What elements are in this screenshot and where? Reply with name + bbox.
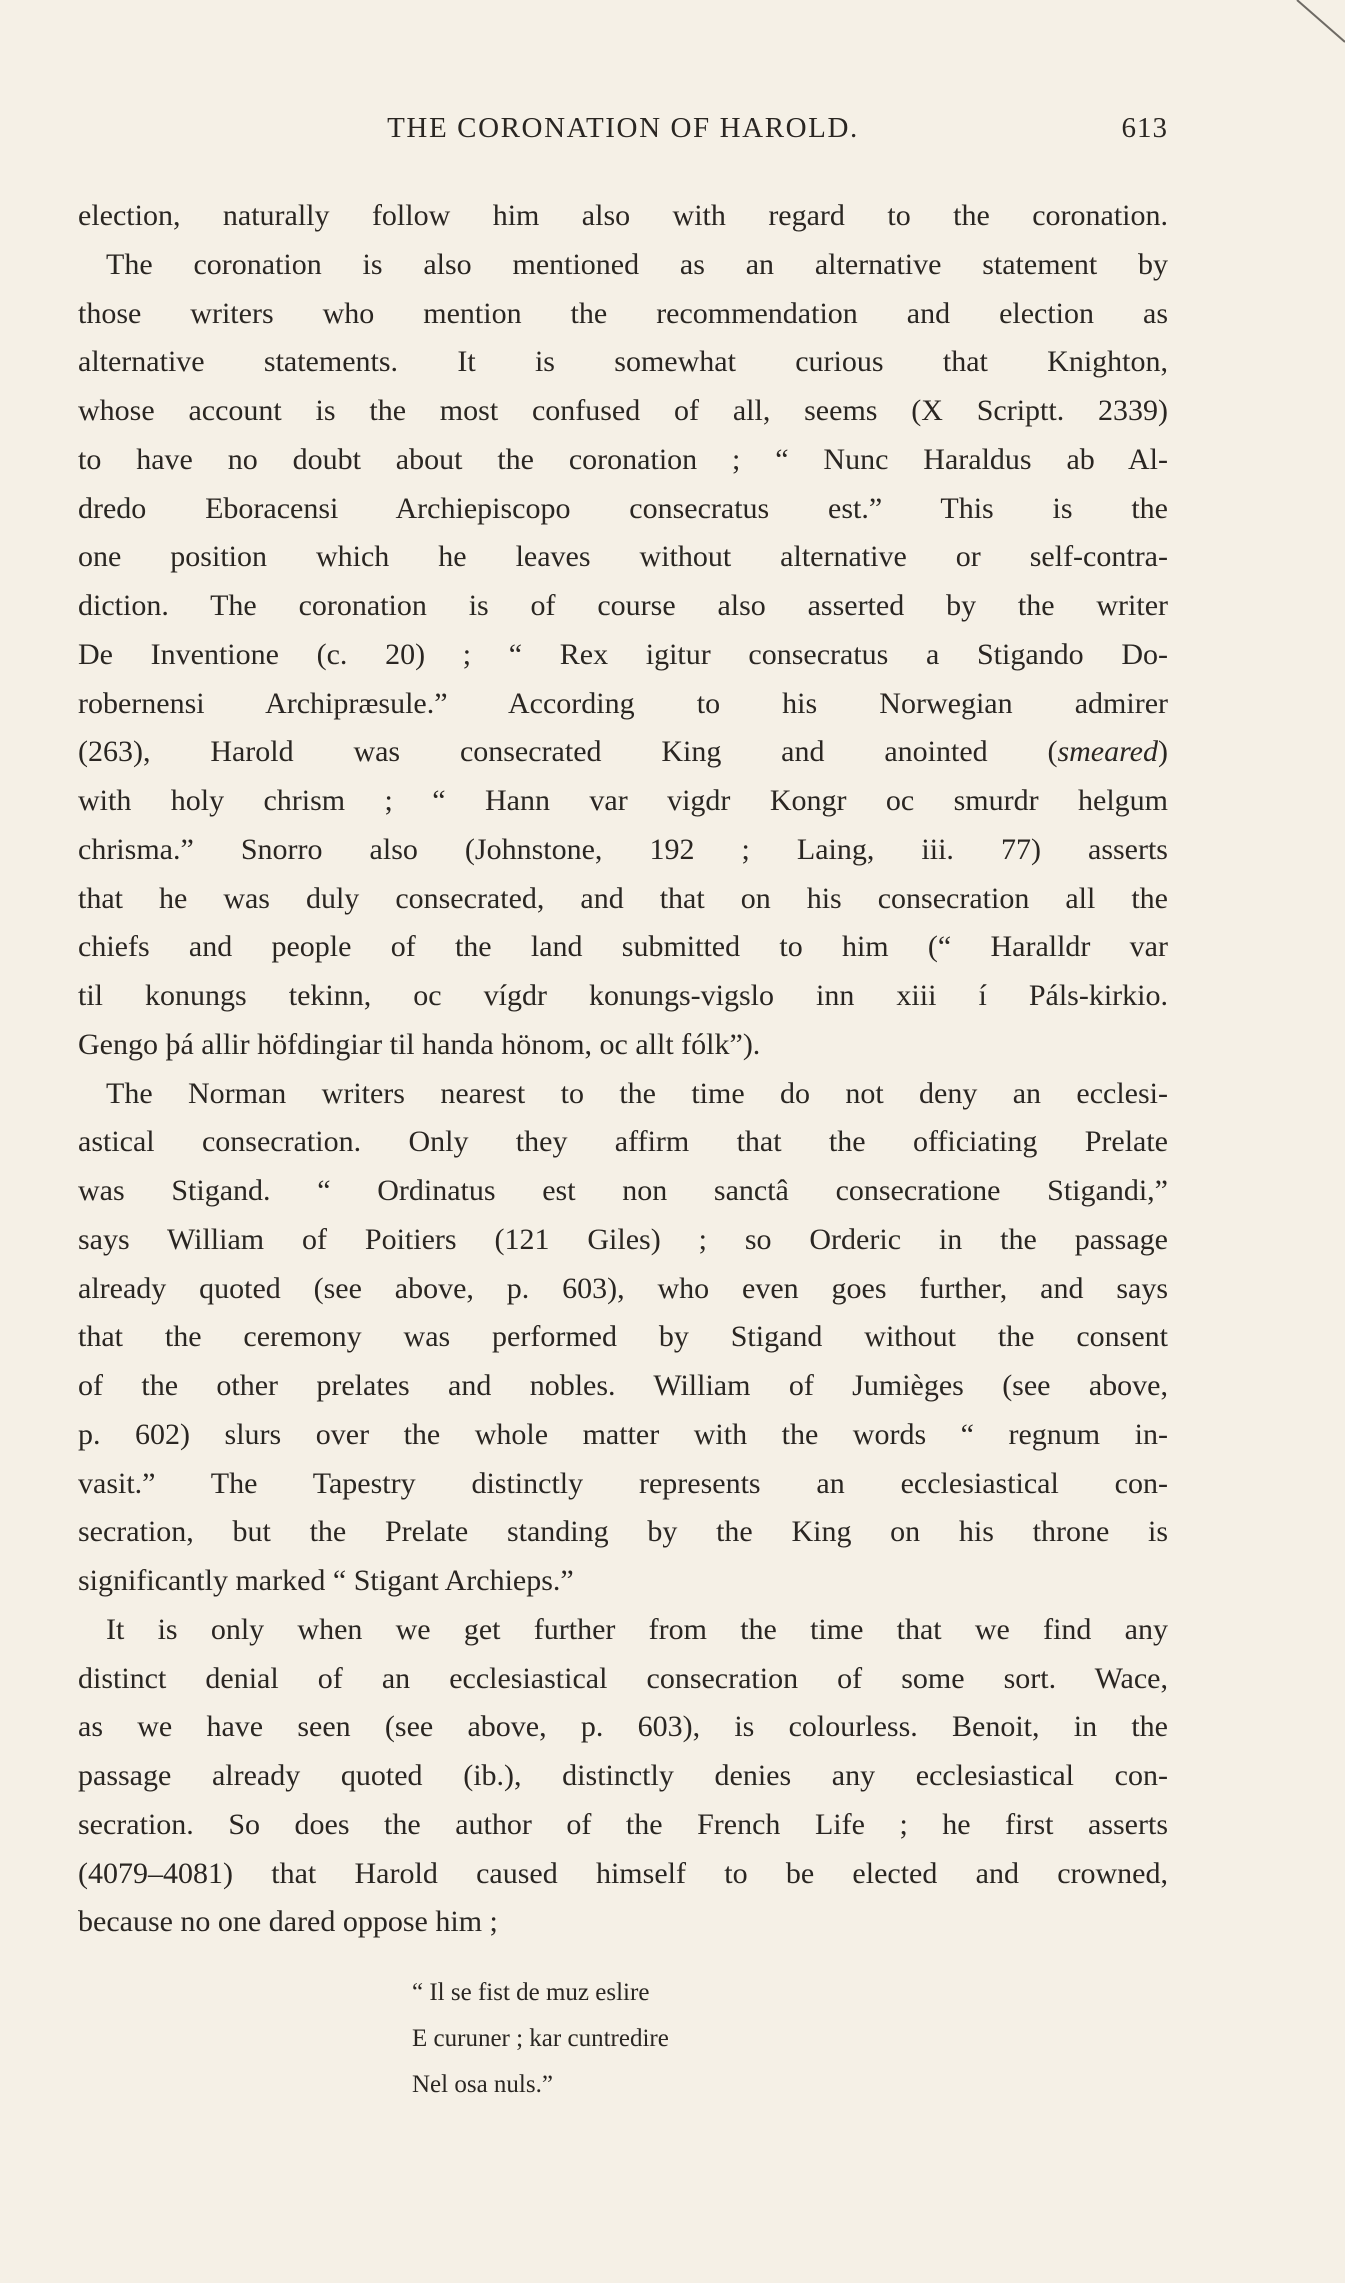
text-line: dredo Eboracensi Archiepiscopo consecratus est.” This is the <box>78 491 1168 525</box>
text-line: one position which he leaves without alternative or self-contra- <box>78 540 1168 574</box>
italic-smeared: smeared <box>1057 735 1158 769</box>
text-line: with holy chrism ; “ Hann var vigdr Kongr oc smurdr helgum <box>78 784 1168 817</box>
text-line: The Norman writers nearest to the time do not deny an ecclesi- <box>106 1076 1168 1110</box>
text-line: Gengo þá allir höfdingiar til handa hönom, oc allt fólk”). <box>78 1027 761 1061</box>
text-line: significantly marked “ Stigant Archieps.” <box>78 1564 574 1597</box>
verse-quotation <box>412 1970 1012 2108</box>
text-line: vasit.” The Tapestry distinctly represents an ecclesiastical con- <box>78 1466 1168 1500</box>
running-head <box>78 108 1168 148</box>
text-line: because no one dared oppose him ; <box>78 1905 498 1939</box>
verse-line: Nel osa nuls.” <box>412 2071 553 2098</box>
text-line: that he was duly consecrated, and that on his consecration all the <box>78 881 1168 915</box>
text-line: distinct denial of an ecclesiastical consecration of some sort. Wace, <box>78 1661 1168 1695</box>
text-line: as we have seen (see above, p. 603), is colourless. Benoit, in the <box>78 1710 1168 1744</box>
text-line: passage already quoted (ib.), distinctly denies any ecclesiastical con- <box>78 1759 1168 1792</box>
text-line: those writers who mention the recommendation and election as <box>78 296 1168 330</box>
text-line: was Stigand. “ Ordinatus est non sanctâ consecratione Stigandi,” <box>78 1174 1168 1207</box>
text-line: already quoted (see above, p. 603), who even goes further, and says <box>78 1271 1168 1305</box>
text-line: alternative statements. It is somewhat curious that Knighton, <box>78 345 1168 379</box>
text-line: election, naturally follow him also with regard to the coronation. <box>78 199 1168 232</box>
text-line: The coronation is also mentioned as an alternative statement by <box>106 247 1168 281</box>
verse-line: E curuner ; kar cuntredire <box>412 2025 669 2052</box>
text-line: whose account is the most confused of all, seems (X Scriptt. 2339) <box>78 394 1168 427</box>
running-title: THE CORONATION OF HAROLD. <box>387 112 859 144</box>
text-line: It is only when we get further from the time that we find any <box>106 1612 1168 1646</box>
text-line: secration, but the Prelate standing by the King on his throne is <box>78 1515 1168 1549</box>
text-line: says William of Poitiers (121 Giles) ; so Orderic in the passage <box>78 1222 1168 1256</box>
text-line: diction. The coronation is of course also asserted by the writer <box>78 589 1168 622</box>
text-line: chiefs and people of the land submitted to him (“ Haralldr var <box>78 930 1168 964</box>
text-line: to have no doubt about the coronation ; “ Nunc Haraldus ab Al- <box>78 442 1168 476</box>
text-line: (263), Harold was consecrated King and anointed (smeared) <box>78 735 1168 769</box>
text-line: that the ceremony was performed by Stigand without the consent <box>78 1320 1168 1354</box>
text-line: of the other prelates and nobles. William of Jumièges (see above, <box>78 1369 1168 1402</box>
text-line: robernensi Archipræsule.” According to his Norwegian admirer <box>78 686 1168 720</box>
page-corner-mark <box>1285 0 1345 50</box>
text-line: astical consecration. Only they affirm that the officiating Prelate <box>78 1125 1168 1159</box>
text-line: chrisma.” Snorro also (Johnstone, 192 ; Laing, iii. 77) asserts <box>78 832 1168 866</box>
text-line: De Inventione (c. 20) ; “ Rex igitur consecratus a Stigando Do- <box>78 637 1168 671</box>
page-number: 613 <box>1121 112 1168 144</box>
verse-line: “ Il se fist de muz eslire <box>412 1979 650 2006</box>
text-line: til konungs tekinn, oc vígdr konungs-vigslo inn xiii í Páls-kirkio. <box>78 979 1168 1012</box>
text-line: secration. So does the author of the French Life ; he first asserts <box>78 1807 1168 1841</box>
body-text <box>78 192 1168 1947</box>
text-line: p. 602) slurs over the whole matter with the words “ regnum in- <box>78 1417 1168 1451</box>
text-line: (4079–4081) that Harold caused himself to be elected and crowned, <box>78 1856 1168 1890</box>
